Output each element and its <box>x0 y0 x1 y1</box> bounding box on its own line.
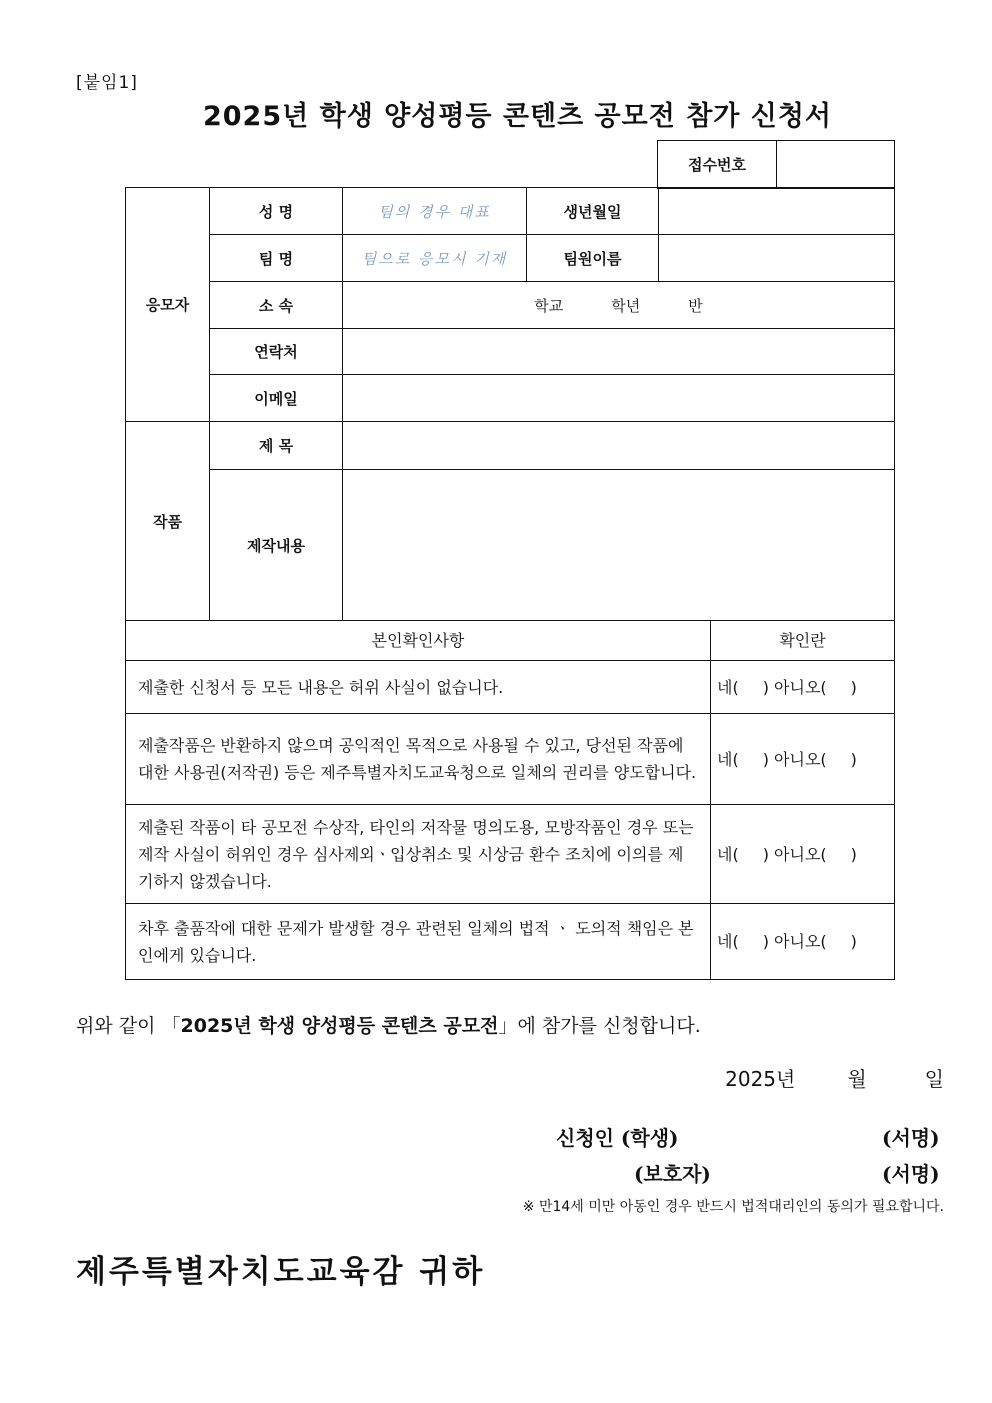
page-title: 2025년 학생 양성평등 콘텐츠 공모전 참가 신청서 <box>202 101 833 132</box>
no-label[interactable]: ) 아니오( <box>762 749 827 769</box>
confirmation-item-4: 차후 출품작에 대한 문제가 발생할 경우 관련된 일체의 법적 ㆍ 도의적 책임은 본인에게 있습니다. <box>126 904 711 980</box>
receipt-number-label: 접수번호 <box>658 141 777 189</box>
affiliation-label: 소 속 <box>210 282 343 329</box>
applicant-signature-label: 신청인 (학생) <box>556 1126 679 1150</box>
no-label[interactable]: ) 아니오( <box>762 844 827 864</box>
application-statement-contest: 2025년 학생 양성평등 콘텐츠 공모전 <box>180 1015 499 1037</box>
age-note: ※ 만14세 미만 아동인 경우 반드시 법적대리인의 동의가 필요합니다. <box>522 1199 944 1215</box>
date-day: 일 <box>924 1067 944 1091</box>
close-paren: ) <box>850 844 857 864</box>
confirmation-header-item: 본인확인사항 <box>126 621 711 661</box>
class-word: 반 <box>688 296 703 315</box>
attachment-label: [붙임1] <box>76 73 138 93</box>
work-section-label: 작품 <box>126 422 210 621</box>
affiliation-field[interactable] <box>343 282 895 329</box>
confirmation-check-4[interactable] <box>711 904 895 980</box>
name-field[interactable]: 팀의 경우 대표 <box>343 188 527 235</box>
no-label[interactable]: ) 아니오( <box>762 932 827 951</box>
grade-word: 학년 <box>611 296 641 315</box>
confirmation-check-1[interactable] <box>711 661 895 714</box>
confirmation-item-2: 제출작품은 반환하지 않으며 공익적인 목적으로 사용될 수 있고, 당선된 작품에 대한 사용권(저작권) 등은 제주특별자치도교육청으로 일체의 권리를 양도합니다. <box>126 714 711 805</box>
guardian-sign-field[interactable]: (서명) <box>882 1162 940 1186</box>
receipt-number-box <box>657 140 895 189</box>
date-year: 2025년 <box>725 1067 796 1091</box>
confirmation-header-check: 확인란 <box>711 621 895 661</box>
contact-field[interactable] <box>343 329 895 375</box>
close-paren: ) <box>850 749 857 769</box>
no-label[interactable]: ) 아니오( <box>762 677 827 697</box>
confirmation-item-1: 제출한 신청서 등 모든 내용은 허위 사실이 없습니다. <box>126 661 711 714</box>
confirmation-check-2[interactable] <box>711 714 895 805</box>
contact-label: 연락처 <box>210 329 343 375</box>
birthdate-field[interactable] <box>659 188 895 235</box>
close-paren: ) <box>850 677 857 697</box>
application-statement-suffix: 」에 참가를 신청합니다. <box>498 1015 701 1037</box>
work-content-field[interactable] <box>343 470 895 621</box>
email-label: 이메일 <box>210 375 343 422</box>
guardian-signature-label: (보호자) <box>634 1162 711 1186</box>
email-field[interactable] <box>343 375 895 422</box>
application-statement-prefix: 위와 같이 「 <box>76 1015 181 1037</box>
yes-label[interactable]: 네( <box>717 749 739 769</box>
yes-label[interactable]: 네( <box>717 932 739 951</box>
date-month: 월 <box>847 1067 867 1091</box>
addressee: 제주특별자치도교육감 귀하 <box>76 1254 486 1290</box>
name-label: 성 명 <box>210 188 343 235</box>
application-table <box>125 187 895 621</box>
yes-label[interactable]: 네( <box>717 677 739 697</box>
date-line <box>725 1063 944 1092</box>
applicant-sign-field[interactable]: (서명) <box>882 1126 940 1150</box>
team-name-field[interactable]: 팀으로 응모시 기재 <box>343 235 527 282</box>
work-title-label: 제 목 <box>210 422 343 470</box>
confirmation-item-3: 제출된 작품이 타 공모전 수상작, 타인의 저작물 명의도용, 모방작품인 경우 또는 제작 사실이 허위인 경우 심사제외ㆍ입상취소 및 시상금 환수 조치에 이의를 제기하지 않겠습니다. <box>126 805 711 904</box>
confirmation-table <box>125 620 895 980</box>
team-members-label: 팀원이름 <box>527 235 659 282</box>
work-content-label: 제작내용 <box>210 470 343 621</box>
birthdate-label: 생년월일 <box>527 188 659 235</box>
team-members-field[interactable] <box>659 235 895 282</box>
receipt-number-field[interactable] <box>777 141 895 189</box>
confirmation-check-3[interactable] <box>711 805 895 904</box>
team-name-label: 팀 명 <box>210 235 343 282</box>
close-paren: ) <box>850 932 857 951</box>
school-word: 학교 <box>534 296 564 315</box>
application-statement <box>76 1011 701 1038</box>
yes-label[interactable]: 네( <box>717 844 739 864</box>
work-title-field[interactable] <box>343 422 895 470</box>
applicant-section-label: 응모자 <box>126 188 210 422</box>
